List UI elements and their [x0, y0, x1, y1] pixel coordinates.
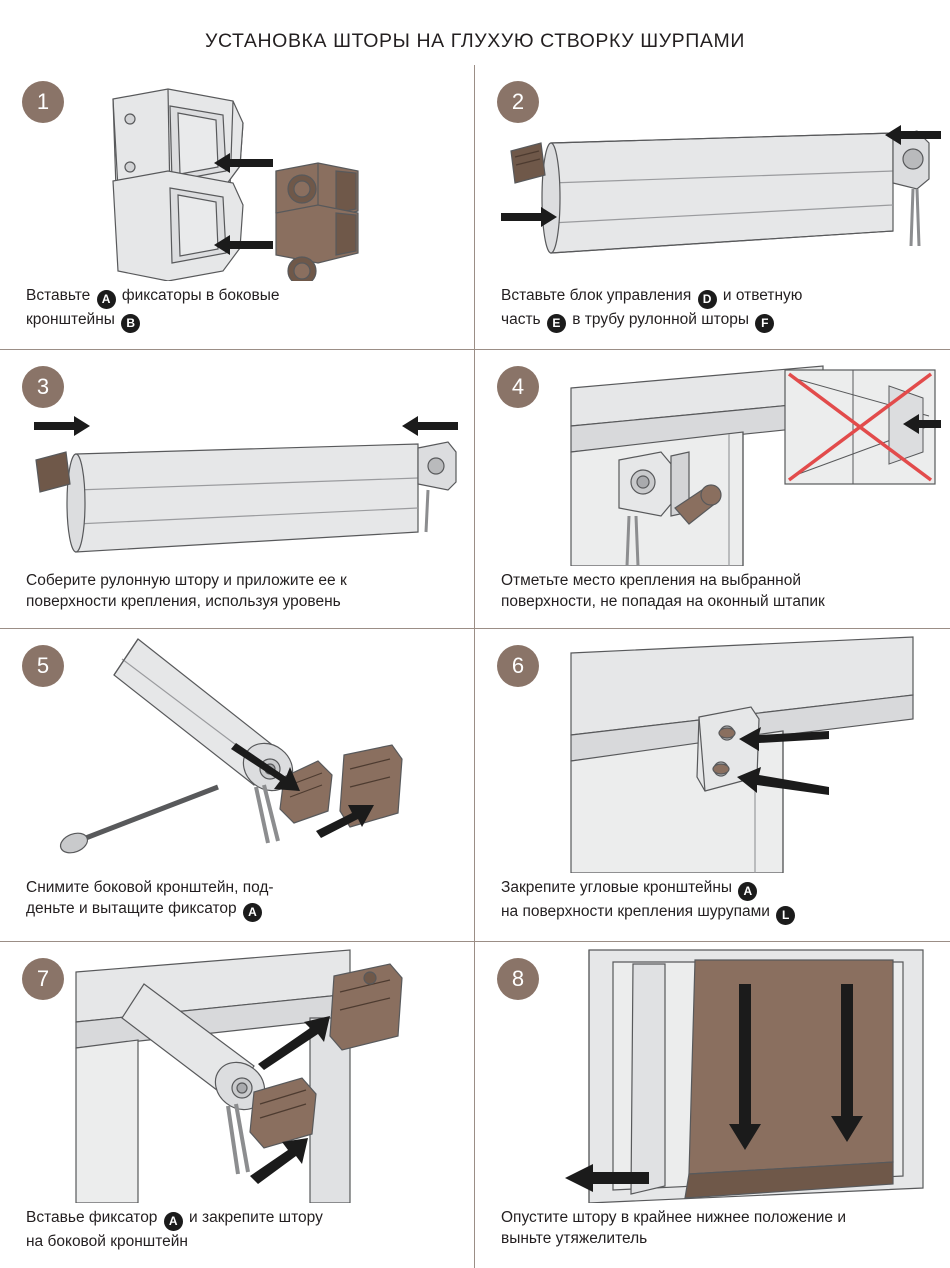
step-5	[0, 629, 475, 941]
steps-row-2	[0, 350, 950, 629]
step-5-caption	[18, 873, 464, 934]
step-4-illustration	[493, 356, 940, 566]
step-4-caption-line2: поверхности, не попадая на оконный штапик	[501, 593, 825, 610]
step-3	[0, 350, 475, 628]
step-3-caption	[18, 566, 464, 624]
step-1-caption	[18, 281, 464, 345]
step-7-caption-line1-pre: Вставье фиксатор	[26, 1209, 162, 1226]
step-5-drawing	[18, 635, 473, 873]
label-b-tag: B	[121, 314, 140, 333]
label-d-tag: D	[698, 290, 717, 309]
step-4	[475, 350, 950, 628]
step-2-caption-line1-post: и ответную	[718, 287, 803, 304]
step-4-drawing	[493, 356, 948, 566]
step-3-number: 3	[22, 366, 64, 408]
step-6-caption-line1-pre: Закрепите угловые кронштейны	[501, 879, 737, 896]
step-1-number: 1	[22, 81, 64, 123]
step-2-number: 2	[497, 81, 539, 123]
step-6	[475, 629, 950, 941]
step-2	[475, 65, 950, 349]
step-6-illustration	[493, 635, 940, 873]
step-2-caption-line1-pre: Вставьте блок управления	[501, 287, 696, 304]
step-8-illustration	[493, 948, 940, 1203]
step-1-caption-line1-post: фиксаторы в боковые	[117, 287, 280, 304]
step-8-drawing	[493, 948, 948, 1203]
step-6-caption	[493, 873, 940, 937]
step-7-caption	[18, 1203, 464, 1264]
label-a-tag: A	[243, 903, 262, 922]
steps-row-3	[0, 629, 950, 942]
step-2-illustration	[493, 71, 940, 281]
step-5-number: 5	[22, 645, 64, 687]
steps-row-4	[0, 942, 950, 1268]
step-5-caption-line1: Снимите боковой кронштейн, под-	[26, 879, 274, 896]
step-6-number: 6	[497, 645, 539, 687]
step-5-caption-line2-pre: деньте и вытащите фиксатор	[26, 900, 241, 917]
label-l-tag: L	[776, 906, 795, 925]
step-4-caption-line1: Отметьте место крепления на выбранной	[501, 572, 801, 589]
step-3-caption-line2: поверхности крепления, используя уровень	[26, 593, 341, 610]
step-7-illustration	[18, 948, 464, 1203]
step-2-caption-line2-post: в трубу рулонной шторы	[567, 311, 754, 328]
step-1-caption-line2-pre: кронштейны	[26, 311, 120, 328]
step-2-drawing	[493, 71, 948, 281]
step-8-caption-line2: выньте утяжелитель	[501, 1230, 648, 1247]
step-4-number: 4	[497, 366, 539, 408]
step-3-illustration	[18, 356, 464, 566]
label-a-tag: A	[97, 290, 116, 309]
label-f-tag: F	[755, 314, 774, 333]
steps-row-1	[0, 65, 950, 350]
step-7-caption-line2: на боковой кронштейн	[26, 1233, 188, 1250]
steps-grid	[0, 65, 950, 1268]
step-2-caption-line2-pre: часть	[501, 311, 545, 328]
label-a-tag: A	[164, 1212, 183, 1231]
step-1-drawing	[18, 71, 473, 281]
step-8	[475, 942, 950, 1268]
step-8-caption-line1: Опустите штору в крайнее нижнее положение и	[501, 1209, 847, 1226]
step-7	[0, 942, 475, 1268]
step-6-caption-line2-pre: на поверхности крепления шурупами	[501, 903, 775, 920]
step-7-number: 7	[22, 958, 64, 1000]
step-8-number: 8	[497, 958, 539, 1000]
label-e-tag: E	[547, 314, 566, 333]
step-7-caption-line1-post: и закрепите штору	[184, 1209, 323, 1226]
page-title: УСТАНОВКА ШТОРЫ НА ГЛУХУЮ СТВОРКУ ШУРПАМИ	[205, 30, 745, 52]
step-8-caption	[493, 1203, 940, 1261]
step-1-caption-line1-pre: Вставьте	[26, 287, 95, 304]
step-3-drawing	[18, 356, 473, 566]
step-1-illustration	[18, 71, 464, 281]
step-2-caption	[493, 281, 940, 345]
step-6-drawing	[493, 635, 948, 873]
arrow-icon	[34, 416, 458, 436]
step-3-caption-line1: Соберите рулонную штору и приложите ее к	[26, 572, 347, 589]
step-4-caption	[493, 566, 940, 624]
step-7-drawing	[18, 948, 473, 1203]
step-5-illustration	[18, 635, 464, 873]
label-a-tag: A	[738, 882, 757, 901]
step-1	[0, 65, 475, 349]
